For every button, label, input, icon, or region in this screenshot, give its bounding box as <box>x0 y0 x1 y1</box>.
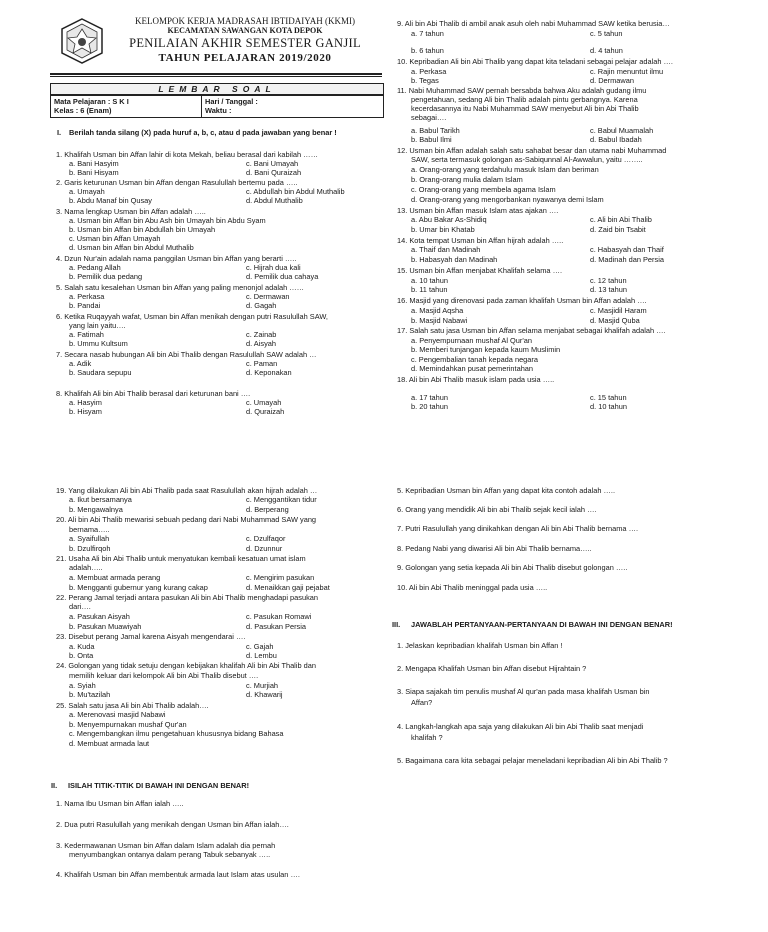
question-20: 20. Ali bin Abi Thalib mewarisi sebuah pedang dari Nabi Muhammad SAW yang <box>56 515 317 524</box>
fill-item-7: 7. Putri Rasulullah yang dinikahkan dengan Ali bin Abi Thalib bernama …. <box>397 524 639 533</box>
option[interactable]: d. Memindahkan pusat pemerintahan <box>411 364 534 373</box>
section-2-title: ISILAH TITIK-TITIK DI BAWAH INI DENGAN BENAR! <box>68 781 250 790</box>
option[interactable]: a. Umayah <box>69 187 105 196</box>
section-1-title: Berilah tanda silang (X) pada huruf a, b, c, atau d pada jawaban yang benar ! <box>69 128 337 137</box>
option[interactable]: c. 5 tahun <box>590 29 623 38</box>
option[interactable]: d. Dermawan <box>590 76 634 85</box>
option[interactable]: c. Ali bin Abi Thalib <box>590 215 652 224</box>
option[interactable]: d. Masjid Quba <box>590 316 640 325</box>
option[interactable]: d. Quraizah <box>246 407 285 416</box>
option[interactable]: a. Perkasa <box>411 67 447 76</box>
option[interactable]: b. Masjid Nabawi <box>411 316 468 325</box>
option[interactable]: c. Abdullah bin Abdul Muthalib <box>246 187 345 196</box>
option[interactable]: b. Mengawalnya <box>69 505 123 514</box>
option[interactable]: b. Pemilik dua pedang <box>69 272 143 281</box>
option[interactable]: c. Usman bin Affan Umayah <box>69 234 161 243</box>
option[interactable]: a. 17 tahun <box>411 393 448 402</box>
option[interactable]: c. Dermawan <box>246 292 290 301</box>
lembar-soal-banner: LEMBAR SOAL <box>50 83 384 95</box>
option[interactable]: c. Habasyah dan Thaif <box>590 245 664 254</box>
option[interactable]: c. Gajah <box>246 642 274 651</box>
option[interactable]: c. Mengembangkan ilmu pengetahuan khususnya bidang Bahasa <box>69 729 284 738</box>
mapel-label: Mata Pelajaran : S K I <box>54 97 129 106</box>
option[interactable]: d. Pasukan Persia <box>246 622 306 631</box>
option[interactable]: a. Masjid Aqsha <box>411 306 464 315</box>
option[interactable]: d. Usman bin Affan bin Abdul Muthalib <box>69 243 194 252</box>
option[interactable]: c. Zainab <box>246 330 277 339</box>
question-21-cont: adalah….. <box>69 563 103 572</box>
option[interactable]: d. Dzunnur <box>246 544 283 553</box>
option[interactable]: b. Orang-orang mulia dalam Islam <box>411 175 523 184</box>
option[interactable]: a. 7 tahun <box>411 29 444 38</box>
option[interactable]: b. 11 tahun <box>411 285 448 294</box>
option[interactable]: a. Thaif dan Madinah <box>411 245 481 254</box>
section-1-number: I. <box>57 128 62 137</box>
option[interactable]: a. Ikut bersamanya <box>69 495 132 504</box>
option[interactable]: a. Fatimah <box>69 330 104 339</box>
option[interactable]: d. Babul Ibadah <box>590 135 642 144</box>
option[interactable]: b. 6 tahun <box>411 46 444 55</box>
section-3-title: JAWABLAH PERTANYAAN-PERTANYAAN DI BAWAH INI DENGAN BENAR! <box>411 620 673 629</box>
option[interactable]: a. 10 tahun <box>411 276 448 285</box>
option[interactable]: a. Kuda <box>69 642 95 651</box>
question-10: 10. Kepribadian Ali bin Abi Thalib yang dapat kita teladani sebagai pelajar adalah …. <box>397 57 673 66</box>
question-25: 25. Salah satu jasa Ali bin Abi Thalib adalah…. <box>56 701 209 710</box>
option[interactable]: a. Adik <box>69 359 92 368</box>
essay-item-4: 4. Langkah-langkah apa saja yang dilakukan Ali bin Abi Thalib saat menjadi <box>397 722 644 731</box>
header-line-1: KELOMPOK KERJA MADRASAH IBTIDAIYAH (KKMI) <box>135 16 355 26</box>
essay-item-1: 1. Jelaskan kepribadian khalifah Usman bin Affan ! <box>397 641 563 650</box>
question-22: 22. Perang Jamal terjadi antara pasukan Ali bin Abi Thalib menghadapi pasukan <box>56 593 318 602</box>
option[interactable]: c. Hijrah dua kali <box>246 263 301 272</box>
question-12: 12. Usman bin Affan adalah salah satu sahabat besar dan utama nabi Muhammad <box>397 146 667 155</box>
option[interactable]: b. Onta <box>69 651 94 660</box>
question-24: 24. Golongan yang tidak setuju dengan kebijakan khalifah Ali bin Abi Thalib dan <box>56 661 316 670</box>
option[interactable]: a. Membuat armada perang <box>69 573 161 582</box>
question-5: 5. Salah satu kesalehan Usman bin Affan yang paling menonjol adalah …… <box>56 283 305 292</box>
question-8: 8. Khalifah Ali bin Abi Thalib berasal dari keturunan bani …. <box>56 389 251 398</box>
option[interactable]: d. Berperang <box>246 505 289 514</box>
exam-title: PENILAIAN AKHIR SEMESTER GANJIL <box>129 36 361 50</box>
option[interactable]: d. Orang-orang yang mengorbankan nyawanya demi Islam <box>411 195 604 204</box>
option[interactable]: c. Rajin menuntut ilmu <box>590 67 664 76</box>
option[interactable]: d. 4 tahun <box>590 46 623 55</box>
fill-item-9: 9. Golongan yang setia kepada Ali bin Abi Thalib disebut golongan ….. <box>397 563 628 572</box>
question-3: 3. Nama lengkap Usman bin Affan adalah ….. <box>56 207 206 216</box>
option[interactable]: b. Babul Ilmi <box>411 135 452 144</box>
option[interactable]: c. Masjidil Haram <box>590 306 647 315</box>
option[interactable]: d. Membuat armada laut <box>69 739 150 748</box>
question-22-cont: dari…. <box>69 602 91 611</box>
question-19: 19. Yang dilakukan Ali bin Abi Thalib pada saat Rasulullah akan hijrah adalah … <box>56 486 318 495</box>
option[interactable]: b. Abdu Manaf bin Qusay <box>69 196 152 205</box>
option[interactable]: b. 20 tahun <box>411 402 448 411</box>
question-11-cont: sebagai…. <box>411 113 447 122</box>
option[interactable]: a. Perkasa <box>69 292 105 301</box>
question-7: 7. Secara nasab hubungan Ali bin Abi Thalib dengan Rasulullah SAW adalah … <box>56 350 317 359</box>
option[interactable]: a. Usman bin Affan bin Abu Ash bin Umayah bin Abdu Syam <box>69 216 266 225</box>
question-21: 21. Usaha Ali bin Abi Thalib untuk menyatukan kembali kesatuan umat islam <box>56 554 306 563</box>
header-rule <box>50 73 382 75</box>
option[interactable]: a. Abu Bakar As-Shidiq <box>411 215 487 224</box>
option[interactable]: c. 15 tahun <box>590 393 627 402</box>
kkmi-logo <box>58 17 106 65</box>
fill-item-3-cont: menyumbangkan ontanya dalam perang Tabuk sebanyak ….. <box>69 850 271 859</box>
option[interactable]: b. Dzulfirqoh <box>69 544 111 553</box>
option[interactable]: b. Usman bin Affan bin Abdullah bin Umayah <box>69 225 216 234</box>
option[interactable]: a. Pasukan Aisyah <box>69 612 130 621</box>
fill-item-5: 5. Kepribadian Usman bin Affan yang dapat kita contoh adalah ….. <box>397 486 616 495</box>
option[interactable]: d. Zaid bin Tsabit <box>590 225 646 234</box>
option[interactable]: a. Merenovasi masjid Nabawi <box>69 710 166 719</box>
question-1: 1. Khalifah Usman bin Affan lahir di kota Mekah, beliau berasal dari kabilah …… <box>56 150 318 159</box>
question-18: 18. Ali bin Abi Thalib masuk islam pada usia ….. <box>397 375 555 384</box>
fill-item-4: 4. Khalifah Usman bin Affan membentuk armada laut Islam atas usulan …. <box>56 870 300 879</box>
fill-item-10: 10. Ali bin Abi Thalib meninggal pada usia ….. <box>397 583 548 592</box>
question-24-cont: memilih keluar dari kelompok Ali bin Abi Thalib disebut …. <box>69 671 259 680</box>
option[interactable]: d. Lembu <box>246 651 277 660</box>
option[interactable]: c. Umayah <box>246 398 282 407</box>
option[interactable]: d. Aisyah <box>246 339 276 348</box>
option[interactable]: a. Babul Tarikh <box>411 126 460 135</box>
option[interactable]: d. Madinah dan Persia <box>590 255 664 264</box>
option[interactable]: b. Umar bin Khatab <box>411 225 475 234</box>
option[interactable]: b. Bani Hisyam <box>69 168 119 177</box>
essay-item-3: 3. Siapa sajakah tim penulis mushaf Al qur'an pada masa khalifah Usman bin <box>397 687 650 696</box>
essay-item-4-cont: khalifah ? <box>411 733 443 742</box>
fill-item-3: 3. Kedermawanan Usman bin Affan dalam Islam adalah dia pernah <box>56 841 276 850</box>
option[interactable]: b. Hisyam <box>69 407 102 416</box>
fill-item-8: 8. Pedang Nabi yang diwarisi Ali bin Abi Thalib bernama….. <box>397 544 592 553</box>
option[interactable]: d. Keponakan <box>246 368 292 377</box>
option[interactable]: b. Mengganti gubernur yang kurang cakap <box>69 583 208 592</box>
question-23: 23. Disebut perang Jamal karena Aisyah mengendarai …. <box>56 632 246 641</box>
exam-info-box <box>50 95 384 118</box>
option[interactable]: d. Abdul Muthalib <box>246 196 303 205</box>
question-14: 14. Kota tempat Usman bin Affan hijrah adalah ….. <box>397 236 564 245</box>
info-divider <box>201 96 202 117</box>
option[interactable]: d. 13 tahun <box>590 285 627 294</box>
option[interactable]: c. Dzulfaqor <box>246 534 286 543</box>
hari-label: Hari / Tanggal : <box>205 97 258 106</box>
question-11-cont: kecerdasannya itu Nabi Muhammad SAW menyebut Ali bin Abi Thalib <box>411 104 639 113</box>
option[interactable]: d. Bani Quraizah <box>246 168 302 177</box>
question-6: 6. Ketika Ruqayyah wafat, Usman bin Affan menikah dengan putri Rasulullah SAW, <box>56 312 328 321</box>
option[interactable]: a. Syaifullah <box>69 534 110 543</box>
option[interactable]: b. Ummu Kultsum <box>69 339 128 348</box>
option[interactable]: b. Pasukan Muawiyah <box>69 622 142 631</box>
option[interactable]: d. Gagah <box>246 301 277 310</box>
option[interactable]: c. Paman <box>246 359 278 368</box>
waktu-label: Waktu : <box>205 106 232 115</box>
option[interactable]: a. Hasyim <box>69 398 102 407</box>
fill-item-2: 2. Dua putri Rasulullah yang menikah dengan Usman bin Affan ialah…. <box>56 820 289 829</box>
kelas-label: Kelas : 6 (Enam) <box>54 106 112 115</box>
question-2: 2. Garis keturunan Usman bin Affan dengan Rasulullah bertemu pada ….. <box>56 178 298 187</box>
option[interactable]: c. Mengirim pasukan <box>246 573 315 582</box>
option[interactable]: d. Pemilik dua cahaya <box>246 272 319 281</box>
option[interactable]: c. Pengembalian tanah kepada negara <box>411 355 538 364</box>
question-12-cont: SAW, serta termasuk golongan as-Sabiqunnal Al-Awwalun, yaitu …….. <box>411 155 643 164</box>
question-11-cont: pengetahuan, sedang Ali bin Thalib adalah pintu gerbangnya. Karena <box>411 95 638 104</box>
option[interactable]: a. Syiah <box>69 681 96 690</box>
option[interactable]: b. Mu'tazilah <box>69 690 111 699</box>
fill-item-6: 6. Orang yang mendidik Ali bin abi Thalib sejak kecil ialah …. <box>397 505 597 514</box>
section-3-number: III. <box>392 620 401 629</box>
option[interactable]: a. Penyempurnaan mushaf Al Qur'an <box>411 336 532 345</box>
question-16: 16. Masjid yang direnovasi pada zaman khalifah Usman bin Affan adalah …. <box>397 296 647 305</box>
question-11: 11. Nabi Muhammad SAW pernah bersabda bahwa Aku adalah gudang ilmu <box>397 86 647 95</box>
option[interactable]: b. Memberi tunjangan kepada kaum Muslimin <box>411 345 561 354</box>
option[interactable]: d. 10 tahun <box>590 402 627 411</box>
school-year: TAHUN PELAJARAN 2019/2020 <box>158 52 332 64</box>
header-rule-thin <box>50 76 382 77</box>
option[interactable]: b. Habasyah dan Madinah <box>411 255 498 264</box>
option[interactable]: b. Tegas <box>411 76 439 85</box>
question-13: 13. Usman bin Affan masuk Islam atas ajakan …. <box>397 206 559 215</box>
option[interactable]: d. Menaikkan gaji pejabat <box>246 583 330 592</box>
section-2-number: II. <box>51 781 58 790</box>
fill-item-1: 1. Nama Ibu Usman bin Affan ialah ….. <box>56 799 184 808</box>
option[interactable]: c. Menggantikan tidur <box>246 495 317 504</box>
option[interactable]: b. Pandai <box>69 301 101 310</box>
option[interactable]: c. Murjiah <box>246 681 279 690</box>
option[interactable]: b. Menyempurnakan mushaf Qur'an <box>69 720 187 729</box>
question-17: 17. Salah satu jasa Usman bin Affan selama menjabat sebagai khalifah adalah …. <box>397 326 666 335</box>
essay-item-5: 5. Bagaimana cara kita sebagai pelajar meneladani kepribadian Ali bin Abi Thalib ? <box>397 756 668 765</box>
option[interactable]: a. Pedang Allah <box>69 263 121 272</box>
option[interactable]: c. Pasukan Romawi <box>246 612 312 621</box>
question-9: 9. Ali bin Abi Thalib di ambil anak asuh oleh nabi Muhammad SAW ketika berusia… <box>397 19 670 28</box>
option[interactable]: a. Bani Hasyim <box>69 159 119 168</box>
option[interactable]: a. Orang-orang yang terdahulu masuk Islam dan beriman <box>411 165 599 174</box>
question-6-cont: yang lain yaitu…. <box>69 321 126 330</box>
question-15: 15. Usman bin Affan menjabat Khalifah selama …. <box>397 266 563 275</box>
question-20-cont: bernama….. <box>69 525 110 534</box>
option[interactable]: c. Orang-orang yang membela agama Islam <box>411 185 556 194</box>
option[interactable]: c. Bani Umayah <box>246 159 299 168</box>
question-4: 4. Dzun Nur'ain adalah nama panggilan Usman bin Affan yang berarti ….. <box>56 254 297 263</box>
option[interactable]: c. Babul Muamalah <box>590 126 654 135</box>
header-line-2: KECAMATAN SAWANGAN KOTA DEPOK <box>167 26 323 35</box>
option[interactable]: c. 12 tahun <box>590 276 627 285</box>
option[interactable]: d. Khawarij <box>246 690 283 699</box>
essay-item-3-cont: Affan? <box>411 698 433 707</box>
option[interactable]: b. Saudara sepupu <box>69 368 132 377</box>
essay-item-2: 2. Mengapa Khalifah Usman bin Affan disebut Hijrahtain ? <box>397 664 587 673</box>
